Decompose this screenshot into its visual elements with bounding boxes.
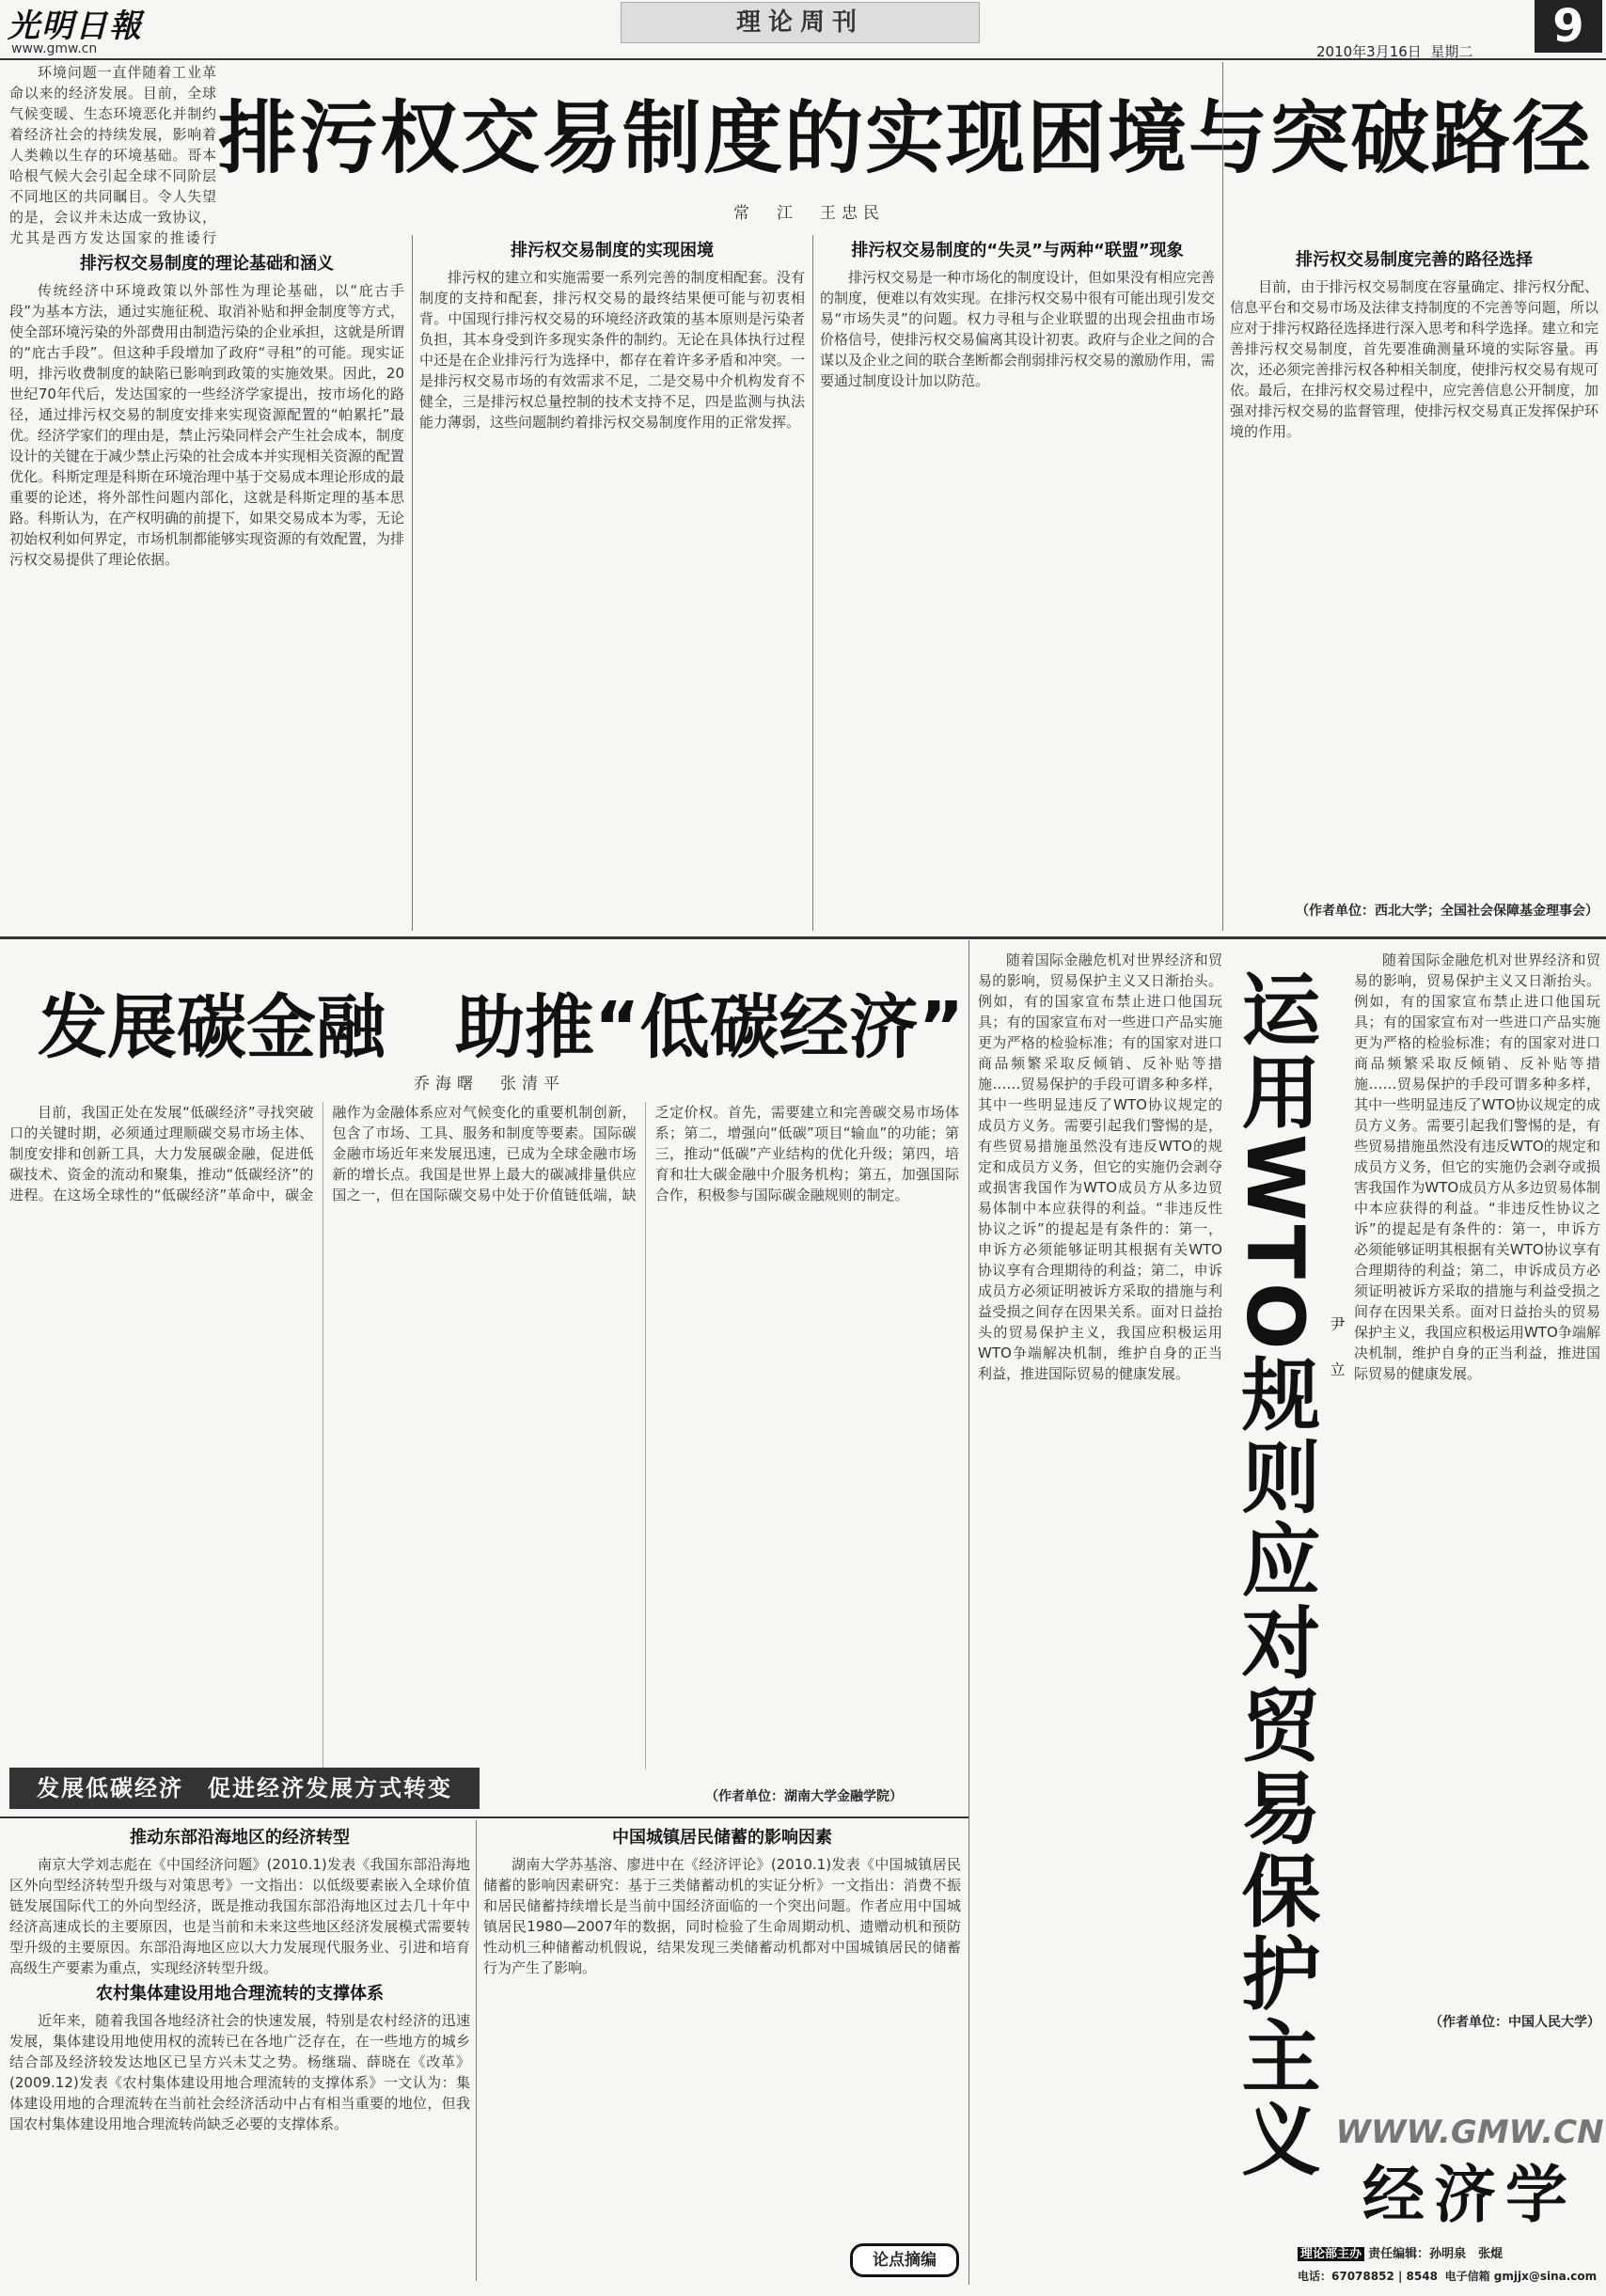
page-number: 9 [1535,0,1602,53]
article3-left-col [978,950,1222,2281]
weekday-text: 星期二 [1430,43,1473,60]
article1-lead: 环境问题一直伴随着工业革命以来的经济发展。目前，全球气候变暖、生态环境恶化并制约着经济社会的持续发展，影响着人类赖以生存的环境基础。哥本哈根气候大会引起全球不同阶层不同地区的共同瞩目。令人失望的是，会议并未达成一致协议，尤其是西方发达国家的推诿行 [9,64,216,246]
newspaper-logo: 光明日報 [8,8,143,45]
article3-body: 随着国际金融危机对世界经济和贸易的影响，贸易保护主义又日渐抬头。例如，有的国家宣布禁止进口他国玩具；有的国家宣布对一些进口产品实施更为严格的检验标准；有的国家对进口商品频繁采取反倾销、反补贴等措施……贸易保护的手段可谓多种多样，其中一些明显违反了WTO协议规定的成员方义务。需要引起我们警惕的是，有些贸易措施虽然没有违反WTO的规定和成员方义务，但它的实施仍会剥夺或损害我国作为WTO成员方从多边贸易体制中本应获得的利益。“非违反性协议之诉”的提起是有条件的：第一，申诉方必须能够证明其根据有关WTO协议享有合理期待的利益；第二，申诉成员方必须证明被诉方采取的措施与利益受损之间存在因果关系。面对日益抬头的贸易保护主义，我国应积极运用WTO争端解决机制，维护自身的正当利益，推进国际贸易的健康发展。 [978,951,1222,1382]
brief1-heading: 推动东部沿海地区的经济转型 [130,1828,350,1848]
article1-s3-heading: 排污权交易制度的“失灵”与两种“联盟”现象 [851,241,1184,260]
article2-authors: 乔海曙 张清平 [414,1075,565,1093]
article2-body-columns [9,1102,959,1769]
article2-slogan: 发展低碳经济 促进经济发展方式转变 [9,1768,480,1809]
section-big-label: 经济学 [1362,2159,1577,2231]
corner-label-badge: 论点摘编 [850,2243,959,2277]
editor-name: 责任编辑：孙明泉 张焜 [1368,2247,1504,2261]
brief3-heading: 中国城镇居民储蓄的影响因素 [612,1828,832,1848]
article3-right-col [1354,950,1600,1946]
col-divider [812,235,813,931]
site-watermark: WWW.GMW.CN [1335,2114,1604,2151]
masthead-rule [0,58,1606,60]
article1-lead-top [9,62,216,246]
article1-col1 [9,248,404,929]
article1-byline: （作者单位：西北大学；全国社会保障基金理事会） [1296,904,1598,919]
editor-line [1298,2243,1604,2262]
section-rule [0,936,1606,939]
editor-label: 理论部主办 [1298,2247,1364,2261]
article1-s4-body: 目前，由于排污权交易制度在容量确定、排污权分配、信息平台和交易市场及法律支持制度的不完善等问题，所以应对于排污权路径选择进行深入思考和科学选择。建立和完善排污权交易制度，首先要准确测量环境的实际容量。再次，还必须完善排污权各种相关制度，使排污权交易有规可依。最后，在排污权交易过程中，应完善信息公开制度，加强对排污权交易的监督管理，使排污权交易真正发挥保护环境的作用。 [1230,278,1598,440]
article1-col3 [820,235,1215,929]
brief3-body: 湖南大学苏基溶、廖进中在《经济评论》(2010.1)发表《中国城镇居民储蓄的影响因素研究：基于三类储蓄动机的实证分析》一文指出：消费不振和居民储蓄持续增长是当前中国经济面临的一个突出问题。作者应用中国城镇居民1980—2007年的数据，同时检验了生命周期动机、遗赠动机和预防性动机三种储蓄动机假说，结果发现三类储蓄动机都对中国城镇居民的储蓄行为产生了影响。 [483,1856,961,1976]
date-text: 2010年3月16日 [1316,43,1422,60]
article3-author: 尹 立 [1328,1316,1346,1384]
section-banner: 理论周刊 [621,2,980,43]
contact-line [1298,2268,1604,2287]
briefs-col2 [483,1822,961,2277]
article1-s1-heading: 排污权交易制度的理论基础和涵义 [80,254,334,274]
email: 电子信箱 gmjjx@sina.com [1444,2270,1598,2283]
article1-s4-heading: 排污权交易制度完善的路径选择 [1296,250,1533,270]
briefs-rule [0,1816,968,1818]
article1-authors: 常 江 王忠民 [733,204,885,223]
col-divider [412,235,413,931]
article1-title: 排污权交易制度的实现困境与突破路径 [218,92,1594,184]
article1-s1-body: 传统经济中环境政策以外部性为理论基础，以“庇古手段”为基本方法，通过实施征税、取消补贴和押金制度等方式，使全部环境污染的外部费用由制造污染的企业承担，这就是所谓的“庇古手段”。但这种手段增加了政府“寻租”的可能。现实证明，排污收费制度的缺陷已影响到政策的实施效果。因此，20世纪70年代后，发达国家的一些经济学家提出，按市场化的路径，通过排污权交易的制度安排来实现资源配置的“帕累托”最优。经济学家们的理由是，禁止污染同样会产生社会成本，制度设计的关键在于减少禁止污染的社会成本并实现相关资源的配置优化。科斯定理是科斯在环境治理中基于交易成本理论形成的最重要的论述，将外部性问题内部化，这就是科斯定理的基本思路。科斯认为，在产权明确的前提下，如果交易成本为零，无论初始权利如何界定，市场机制都能够实现资源的有效配置，为排污权交易提供了理论依据。 [9,282,404,568]
briefs-col1 [9,1822,470,2277]
col-divider [968,940,969,2285]
article1-s2-heading: 排污权交易制度的实现困境 [511,241,714,260]
col-divider [476,1820,477,2281]
brief2-heading: 农村集体建设用地合理流转的支撑体系 [96,1984,384,2004]
article1-s3-body: 排污权交易是一种市场化的制度设计，但如果没有相应完善的制度，便难以有效实现。在排污权交易中很有可能出现引发交易“市场失灵”的问题。权力寻租与企业联盟的出现会扭曲市场价格信号，使排污权交易偏离其设计初衷。政府与企业之间的合谋以及企业之间的联合垄断都会削弱排污权交易的激励作用，需要通过制度设计加以防范。 [820,269,1215,389]
article2-title: 发展碳金融 助推“低碳经济” [38,987,965,1068]
brief1-body: 南京大学刘志彪在《中国经济问题》(2010.1)发表《我国东部沿海地区外向型经济转型升级与对策思考》一文指出：以低级要素嵌入全球价值链发展国际代工的外向型经济，既是推动我国东部沿海地区过去几十年中经济高速成长的主要原因，也是当前和未来这些地区经济发展模式需要转型升级的主要原因。东部沿海地区应以大力发展现代服务业、引进和培育高级生产要素为重点，实现经济转型升级。 [9,1856,470,1976]
article2-body: 目前，我国正处在发展“低碳经济”寻找突破口的关键时期，必须通过理顺碳交易市场主体、制度安排和创新工具，大力发展碳金融，促进低碳技术、资金的流动和聚集，推动“低碳经济”的进程。在这场全球性的“低碳经济”革命中，碳金融作为金融体系应对气候变化的重要机制创新，包含了市场、工具、服务和制度等要素。国际碳金融市场近年来发展迅速，已成为全球金融市场新的增长点。我国是世界上最大的碳减排量供应国之一，但在国际碳交易中处于价值链低端，缺乏定价权。首先，需要建立和完善碳交易市场体系；第二，增强向“低碳”项目“输血”的功能；第三，推动“低碳”产业结构的优化升级；第四，培育和壮大碳金融中介服务机构；第五，加强国际合作，积极参与国际碳金融规则的制定。 [9,1104,959,1203]
article3-byline: （作者单位：中国人民大学） [1429,2015,1600,2030]
article3-title: 运用WTO规则应对贸易保护主义 [1229,968,1321,2181]
site-url: www.gmw.cn [11,41,98,56]
col-divider [1222,62,1223,931]
article1-s2-body: 排污权的建立和实施需要一系列完善的制度相配套。没有制度的支持和配套，排污权交易的最终结果便可能与初衷相背。中国现行排污权交易的环境经济政策的基本原则是污染者负担，其本身受到许多现实条件的制约。无论在具体执行过程中还是在企业排污行为选择中，都存在着许多矛盾和冲突。一是排污权交易市场的有效需求不足，二是交易中介机构发育不健全，三是排污权总量控制的技术支持不足，四是监测与执法能力薄弱，这些问题制约着排污权交易制度作用的正常发挥。 [419,269,805,431]
article1-col2 [419,235,805,929]
article2-byline: （作者单位：湖南大学金融学院） [705,1789,903,1804]
brief2-body: 近年来，随着我国各地经济社会的快速发展，特别是农村经济的迅速发展，集体建设用地使用权的流转已在各地广泛存在，在一些地方的城乡结合部及经济较发达地区已呈方兴未艾之势。杨继瑞、薛晓在《改革》(2009.12)发表《农村集体建设用地合理流转的支撑体系》一文认为：集体建设用地的合理流转在当前社会经济活动中占有相当重要的地位，但我国农村集体建设用地合理流转尚缺乏必要的支撑体系。 [9,2012,470,2132]
article1-col4 [1230,244,1598,893]
article3-body-cont: 随着国际金融危机对世界经济和贸易的影响，贸易保护主义又日渐抬头。例如，有的国家宣布禁止进口他国玩具；有的国家宣布对一些进口产品实施更为严格的检验标准；有的国家对进口商品频繁采取反倾销、反补贴等措施……贸易保护的手段可谓多种多样，其中一些明显违反了WTO协议规定的成员方义务。需要引起我们警惕的是，有些贸易措施虽然没有违反WTO的规定和成员方义务，但它的实施仍会剥夺或损害我国作为WTO成员方从多边贸易体制中本应获得的利益。“非违反性协议之诉”的提起是有条件的：第一，申诉方必须能够证明其根据有关WTO协议享有合理期待的利益；第二，申诉成员方必须证明被诉方采取的措施与利益受损之间存在因果关系。面对日益抬头的贸易保护主义，我国应积极运用WTO争端解决机制，维护自身的正当利益，推进国际贸易的健康发展。 [1354,951,1600,1382]
phone: 电话：67078852 | 8548 [1298,2270,1438,2283]
